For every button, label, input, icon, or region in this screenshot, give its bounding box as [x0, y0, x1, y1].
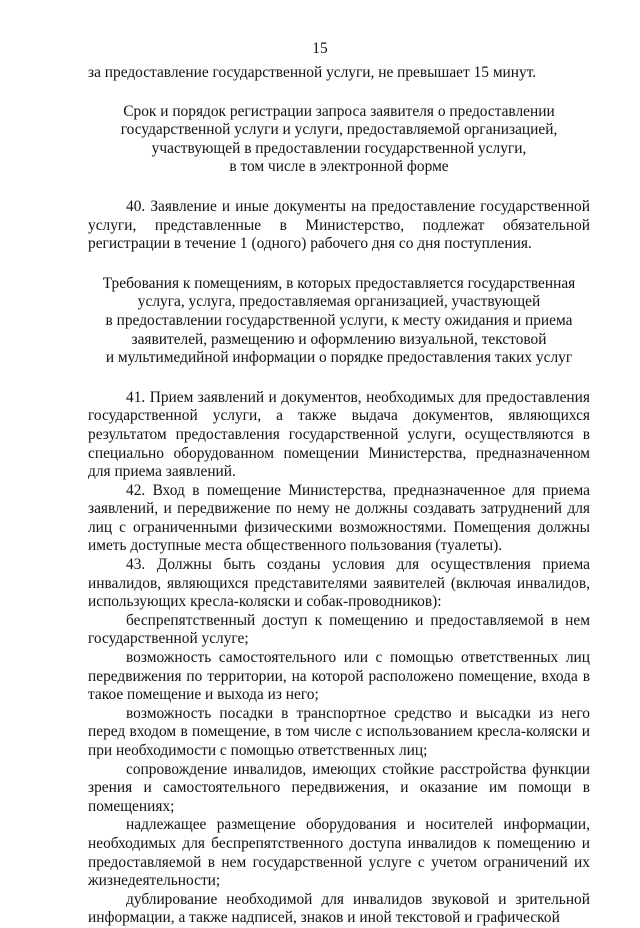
paragraph-continuation: за предоставление государственной услуги, не превышает 15 минут. — [88, 64, 537, 81]
list-item-transport: возможность посадки в транспортное средство и высадки из него перед входом в помещение, в том числе с использованием кресла-коляски и при необходимости с помощью ответственных лиц; — [88, 704, 590, 759]
heading-line: услуга, услуга, предоставляемая организацией, участвующей — [137, 293, 541, 311]
section-heading-premises — [88, 275, 590, 368]
heading-line: Требования к помещениям, в которых предоставляется государственная — [102, 274, 576, 292]
heading-line: Срок и порядок регистрации запроса заявителя о предоставлении — [123, 102, 555, 120]
list-item-duplication: дублирование необходимой для инвалидов звуковой и зрительной информации, а также надписей, знаков и иной текстовой и графической — [88, 890, 590, 927]
heading-line: участвующей в предоставлении государственной услуги, — [151, 139, 527, 157]
page-number: 15 — [312, 40, 328, 57]
section-heading-registration — [88, 103, 590, 177]
list-item-access: беспрепятственный доступ к помещению и предоставляемой в нем государственной услуге; — [88, 611, 590, 648]
heading-line: государственной услуги и услуги, предоставляемой организацией, — [120, 121, 558, 139]
document-content — [88, 64, 590, 928]
list-item-equipment: надлежащее размещение оборудования и носителей информации, необходимых для беспрепятственного доступа инвалидов к помещению и предоставляемой в нем государственной услуге с учетом ограничений их жизнедеятельности; — [88, 816, 590, 890]
heading-line: заявителей, размещению и оформлению визуальной, текстовой — [131, 330, 547, 348]
heading-line: в предоставлении государственной услуги, к месту ожидания и приема — [105, 311, 573, 329]
paragraph-41: 41. Прием заявлений и документов, необходимых для предоставления государственной услуги, а также выдача документов, являющихся результатом предоставления государственной услуги, осуществляются в специально оборудованном помещении Министерства, предназначенном для приема заявлений. — [88, 388, 590, 481]
paragraph-43: 43. Должны быть созданы условия для осуществления приема инвалидов, являющихся представителями заявителей (включая инвалидов, использующих кресла-коляски и собак-проводников): — [88, 556, 590, 611]
heading-line: и мультимедийной информации о порядке предоставления таких услуг — [105, 349, 573, 367]
paragraph-40: 40. Заявление и иные документы на предоставление государственной услуги, представленные в Министерство, подлежат обязательной регистрации в течение 1 (одного) рабочего дня со дня поступления. — [88, 197, 590, 253]
heading-line: в том числе в электронной форме — [229, 158, 449, 176]
list-item-escort: сопровождение инвалидов, имеющих стойкие расстройства функции зрения и самостоятельного передвижения, и оказание им помощи в помещениях; — [88, 760, 590, 815]
paragraph-42: 42. Вход в помещение Министерства, предназначенное для приема заявлений, и передвижение по нему не должны создавать затруднений для лиц с ограниченными физическими возможностями. Помещения должны иметь доступные места общественного пользования (туалеты). — [88, 481, 590, 555]
list-item-movement: возможность самостоятельного или с помощью ответственных лиц передвижения по территории, на которой расположено помещение, входа в такое помещение и выхода из него; — [88, 649, 590, 704]
